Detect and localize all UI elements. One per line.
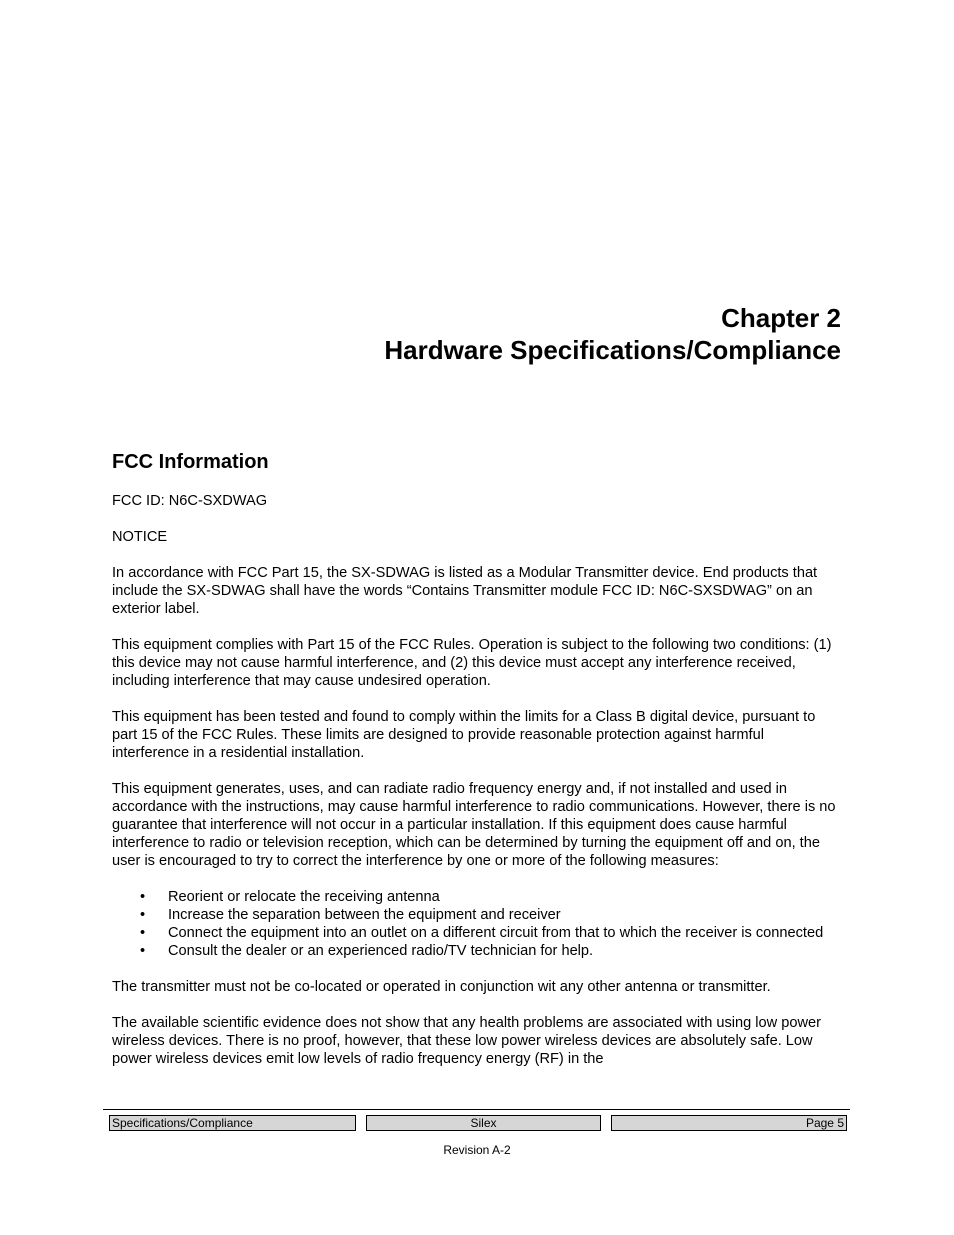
notice-label: NOTICE [112, 529, 168, 545]
bullet-icon: • [140, 889, 146, 905]
health-paragraph: The available scientific evidence does not show that any health problems are associated with using low power wireless devices. There is no proof, however, that these low power wireless devices are absolutely safe. Low power wireless devices emit low levels of radio frequency energy (RF) in the [112, 1015, 822, 1067]
revision-label: Revision A-2 [443, 1143, 511, 1157]
footer-divider [103, 1109, 850, 1110]
list-item-text: Increase the separation between the equipment and receiver [168, 907, 561, 923]
class-b-paragraph: This equipment has been tested and found to comply within the limits for a Class B digital device, pursuant to part 15 of the FCC Rules. These limits are designed to provide reasonable protection against harmful interference in a residential installation. [112, 709, 816, 761]
list-item [112, 924, 842, 942]
list-item [112, 906, 842, 924]
footer-company-label: Silex [366, 1115, 601, 1131]
bullet-icon: • [140, 943, 146, 959]
footer-page-number: Page 5 [611, 1115, 847, 1131]
footer-section-label: Specifications/Compliance [109, 1115, 356, 1131]
modular-transmitter-paragraph: In accordance with FCC Part 15, the SX-SDWAG is listed as a Modular Transmitter device. End products that include the SX-SDWAG shall have the words “Contains Transmitter module FCC ID: N6C-SXSDWAG” on an exterior label. [112, 565, 818, 617]
list-item-text: Consult the dealer or an experienced radio/TV technician for help. [168, 943, 594, 959]
co-location-paragraph: The transmitter must not be co-located or operated in conjunction wit any other antenna or transmitter. [112, 979, 771, 995]
list-item [112, 942, 842, 960]
chapter-heading [384, 302, 841, 366]
list-item-text: Connect the equipment into an outlet on a different circuit from that to which the receiver is connected [168, 925, 824, 941]
list-item-text: Reorient or relocate the receiving antenna [168, 889, 440, 905]
list-item [112, 888, 842, 906]
section-title: FCC Information [112, 451, 269, 473]
compliance-paragraph: This equipment complies with Part 15 of the FCC Rules. Operation is subject to the following two conditions: (1) this device may not cause harmful interference, and (2) this device must accept any interference received, including interference that may cause undesired operation. [112, 637, 832, 689]
bullet-icon: • [140, 907, 146, 923]
main-content [112, 449, 842, 1086]
bullet-icon: • [140, 925, 146, 941]
measures-list [112, 888, 842, 960]
chapter-number: Chapter 2 [721, 303, 841, 333]
fcc-id-line: FCC ID: N6C-SXDWAG [112, 493, 268, 509]
interference-paragraph: This equipment generates, uses, and can radiate radio frequency energy and, if not installed and used in accordance with the instructions, may cause harmful interference to radio communications. However, there is no guarantee that interference will not occur in a particular installation. If this equipment does cause harmful interference to radio or television reception, which can be determined by turning the equipment off and on, the user is encouraged to try to correct the interference by one or more of the following measures: [112, 781, 836, 869]
chapter-title: Hardware Specifications/Compliance [384, 335, 841, 365]
